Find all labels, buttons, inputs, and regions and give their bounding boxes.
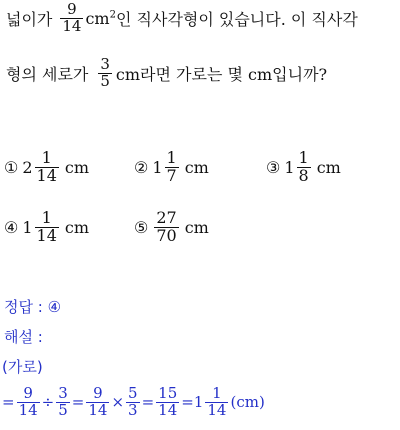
question-text: 인 직사각형이 있습니다. 이 직사각 (115, 9, 358, 29)
option-5-fraction: $\frac{27}{70}$ (156, 208, 177, 245)
area-fraction: $\frac{9}{14}$ (62, 0, 82, 35)
option-2[interactable]: ② 1 $\frac{1}{7}$ cm (134, 148, 209, 185)
option-2-fraction: $\frac{1}{7}$ (166, 148, 177, 185)
answer-line (4, 296, 61, 317)
solution-fraction-1: $\frac{9}{14}$ (18, 384, 38, 419)
option-4[interactable]: ④ 1 $\frac{1}{14}$ cm (4, 208, 90, 245)
option-3[interactable]: ③ 1 $\frac{1}{8}$ cm (266, 148, 341, 185)
answer-label: 정답 : (4, 298, 48, 316)
step-label: (가로) (2, 358, 43, 376)
question-text: 넓이가 (6, 9, 53, 29)
height-fraction: $\frac{3}{5}$ (100, 55, 110, 90)
option-3-fraction: $\frac{1}{8}$ (298, 148, 309, 185)
option-1[interactable]: ① 2 $\frac{1}{14}$ cm (4, 148, 90, 185)
solution-fraction-5: $\frac{15}{14}$ (158, 384, 178, 419)
question-line-1 (6, 2, 358, 35)
option-1-fraction: $\frac{1}{14}$ (36, 148, 57, 185)
option-4-fraction: $\frac{1}{14}$ (36, 208, 57, 245)
option-5[interactable]: ⑤ $\frac{27}{70}$ cm (134, 208, 209, 245)
solution-fraction-2: $\frac{3}{5}$ (58, 384, 68, 419)
area-unit: $cm^2$ (85, 8, 116, 28)
solution-fraction-6: $\frac{1}{14}$ (207, 384, 227, 419)
solution-fraction-3: $\frac{9}{14}$ (88, 384, 108, 419)
solution-equation: = $\frac{9}{14}$ ÷ $\frac{3}{5}$ = $\frac{9}{14}$ × $\frac{5}{3}$ = $\frac{15}{14}$ = 1 $\frac{1}{14}$ (cm) (2, 384, 265, 419)
solution-fraction-4: $\frac{5}{3}$ (128, 384, 138, 419)
question-text: cm라면 가로는 몇 cm입니까? (115, 64, 328, 84)
explanation-label: 해설 : (4, 328, 43, 346)
question-line-2 (6, 57, 327, 90)
answer-value: ④ (47, 298, 62, 316)
question-text: 형의 세로가 (6, 64, 89, 84)
